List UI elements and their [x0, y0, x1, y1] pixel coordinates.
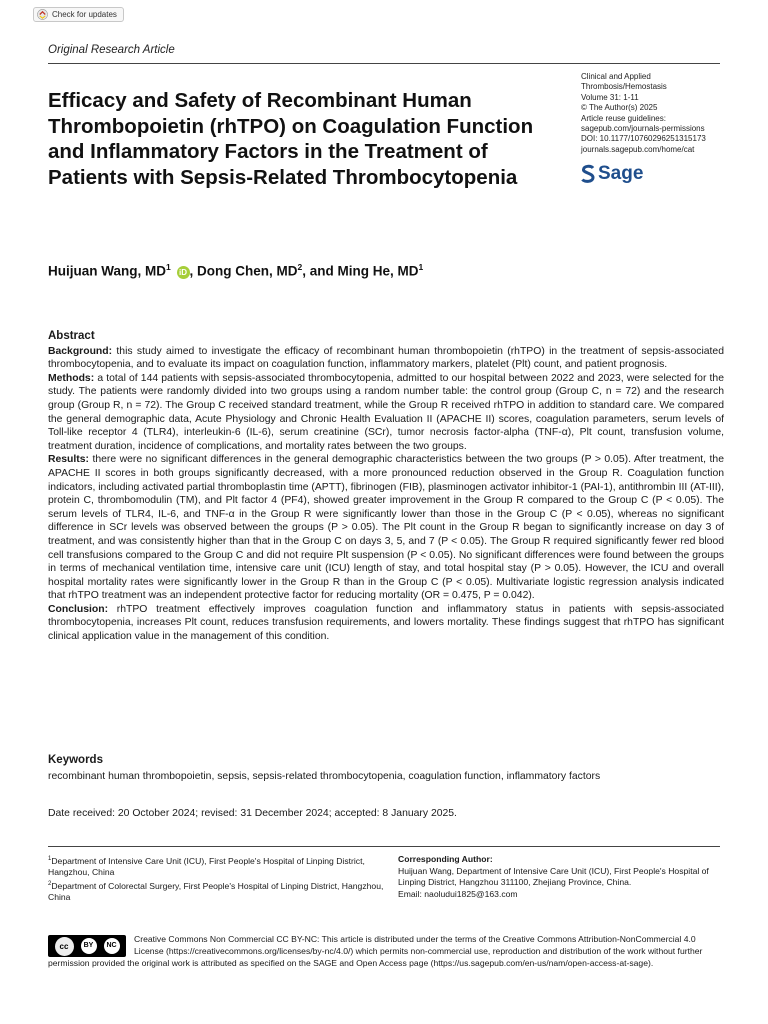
publisher-name: Sage — [598, 163, 644, 184]
journal-doi[interactable]: DOI: 10.1177/10760296251315173 — [581, 134, 706, 144]
journal-line: Thrombosis/Hemostasis — [581, 82, 667, 92]
sage-s-icon — [581, 164, 595, 184]
footnote-divider — [48, 846, 720, 847]
corresponding-email[interactable]: Email: naoludui1825@163.com — [398, 888, 518, 899]
crossmark-icon — [37, 9, 48, 20]
cc-icon: cc — [55, 937, 74, 956]
journal-link[interactable]: sagepub.com/journals-permissions — [581, 124, 705, 134]
check-updates-label: Check for updates — [52, 10, 117, 19]
journal-line: Clinical and Applied — [581, 72, 651, 81]
section-text: a total of 144 patients with sepsis-associated thrombocytopenia, admitted to our hospital between 2022 and 2023, were selected for the study. The patients were randomly divided into two groups using a random number table: the control group (Group C, n = 72) and the research group (Group R, n = 72). The Group C received standard treatment, while the Group R received rhTPO in addition to standard care. We compared the general demographic data, Acute Physiology and Chronic Health Evaluation II (APACHE II) scores, coagulation parameters, serum levels of Toll-like receptor 4 (TLR4), interleukin-6 (IL-6), serum creatinine (SCr), tumor necrosis factor-alpha (TNF-α), Plt count, transfusion volume, treatment duration, incidence of complications, and mortality rates between the two groups. — [48, 372, 724, 452]
section-label: Background: — [48, 345, 113, 357]
affiliations — [48, 854, 388, 904]
journal-line: Volume 31: 1-11 — [581, 92, 639, 102]
cc-by-nc-badge[interactable] — [48, 935, 126, 957]
corresponding-address: Huijuan Wang, Department of Intensive Care Unit (ICU), First People's Hospital of Linping District, Hangzhou 311100, Zhejiang Province, China. — [398, 865, 709, 887]
section-label: Conclusion: — [48, 603, 109, 615]
abstract-methods — [48, 372, 724, 454]
affil-sup: 1 — [48, 856, 52, 862]
header-divider — [48, 63, 720, 64]
license-notice — [48, 934, 724, 969]
sage-logo — [581, 163, 643, 185]
license-text: Creative Commons Non Commercial CC BY-NC: This article is distributed under the terms of the Creative Commons Attribution-NonCommercial 4.0 License (https://creativecommons.org/licenses/by-nc/4.0/) which permits non-commercial use, reproduction and distribution of the work without further permission provided the original work is attributed as specified on the SAGE and Open Access page (https://us.sagepub.com/en-us/nam/open-access-at-sage). — [48, 934, 703, 968]
article-title: Efficacy and Safety of Recombinant Human Thrombopoietin (rhTPO) on Coagulation Function and Inflammatory Factors in the Treatment of Patients with Sepsis-Related Thrombocytopenia — [48, 89, 534, 189]
abstract-heading: Abstract — [48, 330, 95, 342]
author-separator: , and — [302, 263, 338, 279]
abstract-background — [48, 345, 724, 372]
author-separator: , — [189, 263, 198, 279]
section-text: rhTPO treatment effectively improves coagulation function and inflammatory status in patients with sepsis-associated thrombocytopenia, increases Plt count, reduces transfusion requirements, and lowers mortality. These findings suggest that rhTPO has significant clinical application value in the management of this condition. — [48, 603, 724, 643]
section-label: Methods: — [48, 372, 95, 384]
keywords — [48, 754, 724, 783]
section-text: this study aimed to investigate the efficacy of recombinant human thrombopoietin (rhTPO) in the treatment of sepsis-associated thrombocytopenia, and to evaluate its impact on coagulation function, inflammatory markers, platelet (Plt) count, and patient prognosis. — [48, 345, 724, 371]
journal-link[interactable]: journals.sagepub.com/home/cat — [581, 144, 695, 154]
journal-line: Article reuse guidelines: — [581, 113, 666, 123]
journal-info — [581, 72, 731, 155]
by-icon: BY — [81, 938, 97, 954]
abstract — [48, 330, 724, 644]
corresponding-heading: Corresponding Author: — [398, 854, 493, 864]
journal-line: © The Author(s) 2025 — [581, 103, 658, 113]
author-name: Dong Chen, MD — [197, 263, 298, 279]
author-list — [48, 262, 423, 279]
author-affil-sup: 1 — [418, 262, 424, 272]
keywords-heading: Keywords — [48, 754, 103, 766]
author-affil-sup: 2 — [297, 262, 303, 272]
author-name: Ming He, MD — [337, 263, 419, 279]
affil-text: Department of Colorectal Surgery, First People's Hospital of Linping District, Hangzhou, China — [48, 880, 384, 903]
abstract-conclusion — [48, 603, 724, 644]
corresponding-author — [398, 854, 724, 900]
section-label: Results: — [48, 454, 89, 466]
affiliation-item — [48, 854, 388, 879]
orcid-icon[interactable]: iD — [177, 266, 190, 279]
affiliation-item — [48, 879, 388, 904]
check-for-updates-button[interactable] — [33, 7, 124, 22]
abstract-results — [48, 453, 724, 603]
affil-sup: 2 — [48, 880, 52, 887]
nc-icon: NC — [104, 938, 120, 954]
section-text: there were no significant differences in the general demographic characteristics between the two groups (P > 0.05). After treatment, the APACHE II scores in both groups significantly decreased, with a more pronounced reduction observed in the Group R. Coagulation function indicators, including activated partial thromboplastin time (APTT), fibrinogen (FIB), plasminogen activator inhibitor-1 (PAI-1), antithrombin III (AT-III), protein C, thrombomodulin (TM), and Plt factor 4 (PF4), showed greater improvement in the Group R compared to the Group C (P < 0.05). The serum levels of TLR4, IL-6, and TNF-α in the Group R were significantly lower than those in the Group C (P < 0.05), whereas no significant difference in SCr levels was observed between the groups (P > 0.05). The Plt count in the Group R began to significantly increase on day 3 of treatment, and was consistently higher than that in the Group C on days 3, 5, and 7 (P < 0.05). The Group R required significantly fewer red blood cell transfusions compared to the Group C and did not require Plt suspension (P < 0.05). No significant differences were found between the groups in terms of mechanical ventilation time, intensive care unit (ICU) length of stay, and total hospital stay (P > 0.05). However, the ICU and overall hospital mortality rates were significantly lower in the Group R than in the Group C (P < 0.05). Multivariate logistic regression analysis indicated that rhTPO treatment was an independent protective factor for reducing mortality (OR = 0.475, P = 0.042). — [48, 454, 724, 602]
article-type: Original Research Article — [48, 44, 175, 56]
author-affil-sup: 1 — [166, 262, 171, 272]
article-dates: Date received: 20 October 2024; revised: 31 December 2024; accepted: 8 January 2025. — [48, 808, 457, 819]
keywords-text: recombinant human thrombopoietin, sepsis, sepsis-related thrombocytopenia, coagulation function, inflammatory factors — [48, 770, 601, 782]
author-name: Huijuan Wang, MD — [48, 263, 166, 279]
affil-text: Department of Intensive Care Unit (ICU), First People's Hospital of Linping District, Hangzhou, China — [48, 855, 365, 878]
